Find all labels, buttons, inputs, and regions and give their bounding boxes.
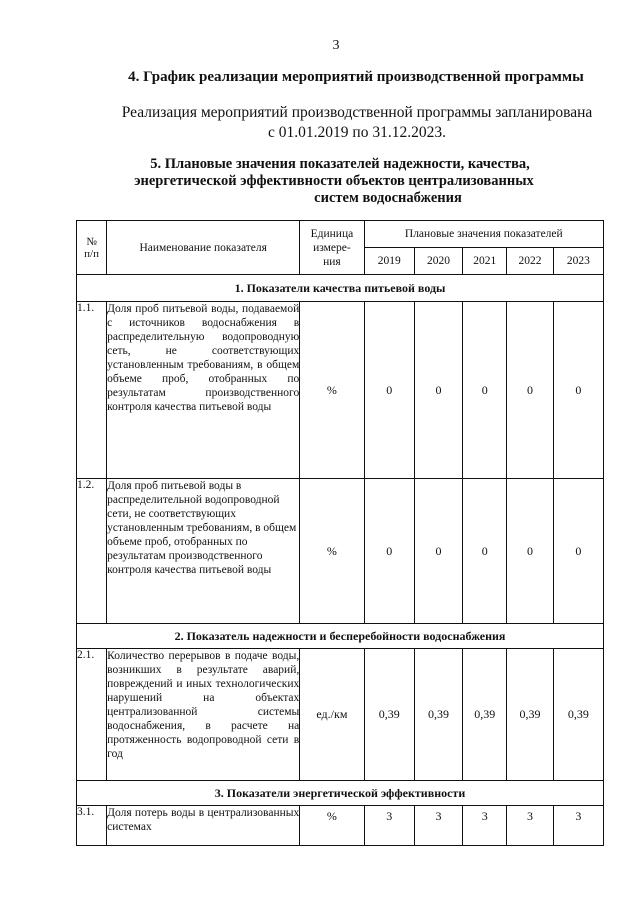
header-year: 2021: [463, 248, 507, 275]
row-name: Доля проб питьевой воды в распределительной водопроводной сети, не соответствующих установленным требованиям, в общем объеме проб, отобранных по результатам производственного контроля качества питьевой воды: [107, 479, 300, 624]
row-num: 2.1.: [77, 649, 107, 781]
row-value: 0: [463, 479, 507, 624]
section5-title: [0, 156, 640, 207]
table-row: [77, 649, 604, 781]
row-num: 1.2.: [77, 479, 107, 624]
section-title: 1. Показатели качества питьевой воды: [77, 275, 604, 302]
row-value: 3: [553, 806, 603, 846]
row-value: 0: [364, 479, 414, 624]
row-value: 3: [463, 806, 507, 846]
section4-text: [0, 103, 640, 143]
section5-title-line1: 5. Плановые значения показателей надежности, качества,: [150, 156, 530, 172]
header-year: 2022: [507, 248, 553, 275]
row-name: Количество перерывов в подаче воды, возникших в результате аварий, повреждений и иных технологических нарушений на объектах централизованной системы водоснабжения, в расчете на протяженность водопроводной сети в год: [107, 649, 300, 781]
row-unit: %: [300, 806, 364, 846]
table-row: [77, 806, 604, 846]
row-value: 0,39: [414, 649, 462, 781]
row-value: 0: [553, 479, 603, 624]
header-year: 2020: [414, 248, 462, 275]
row-name: Доля потерь воды в централизованных системах: [107, 806, 300, 846]
table-row: [77, 302, 604, 479]
section5-title-line2: энергетической эффективности объектов централизованных: [134, 173, 534, 189]
header-year: 2019: [364, 248, 414, 275]
row-value: 0,39: [463, 649, 507, 781]
header-num: № п/п: [77, 221, 107, 275]
row-value: 0: [507, 479, 553, 624]
row-unit: %: [300, 302, 364, 479]
header-plan: Плановые значения показателей: [364, 221, 603, 248]
section-title: 3. Показатели энергетической эффективности: [77, 781, 604, 806]
section-title: 2. Показатель надежности и бесперебойности водоснабжения: [77, 624, 604, 649]
header-unit: Единица измере- ния: [300, 221, 364, 275]
section5-title-line3: систем водоснабжения: [314, 190, 462, 206]
section-row: [77, 781, 604, 806]
row-num: 3.1.: [77, 806, 107, 846]
row-value: 3: [507, 806, 553, 846]
row-value: 0,39: [553, 649, 603, 781]
row-unit: %: [300, 479, 364, 624]
row-value: 0: [364, 302, 414, 479]
header-year: 2023: [553, 248, 603, 275]
indicators-table: [76, 220, 604, 846]
header-name: Наименование показателя: [107, 221, 300, 275]
row-value: 3: [414, 806, 462, 846]
section-row: [77, 275, 604, 302]
row-num: 1.1.: [77, 302, 107, 479]
section-row: [77, 624, 604, 649]
row-value: 3: [364, 806, 414, 846]
section4-text-line2: с 01.01.2019 по 31.12.2023.: [268, 124, 446, 141]
section4-title: 4. График реализации мероприятий производственной программы: [128, 69, 584, 85]
row-value: 0,39: [507, 649, 553, 781]
row-name: Доля проб питьевой воды, подаваемой с источников водоснабжения в распределительную водопроводную сеть, не соответствующих установленным требованиям, в общем объеме проб, отобранных по результатам производственного контроля качества питьевой воды: [107, 302, 300, 479]
table-header-row: [77, 221, 604, 248]
row-value: 0: [414, 479, 462, 624]
row-unit: ед./км: [300, 649, 364, 781]
table-row: [77, 479, 604, 624]
row-value: 0,39: [364, 649, 414, 781]
page-number: 3: [332, 38, 340, 53]
row-value: 0: [463, 302, 507, 479]
row-value: 0: [553, 302, 603, 479]
row-value: 0: [507, 302, 553, 479]
section4-text-line1: Реализация мероприятий производственной программы запланирована: [121, 104, 593, 121]
row-value: 0: [414, 302, 462, 479]
